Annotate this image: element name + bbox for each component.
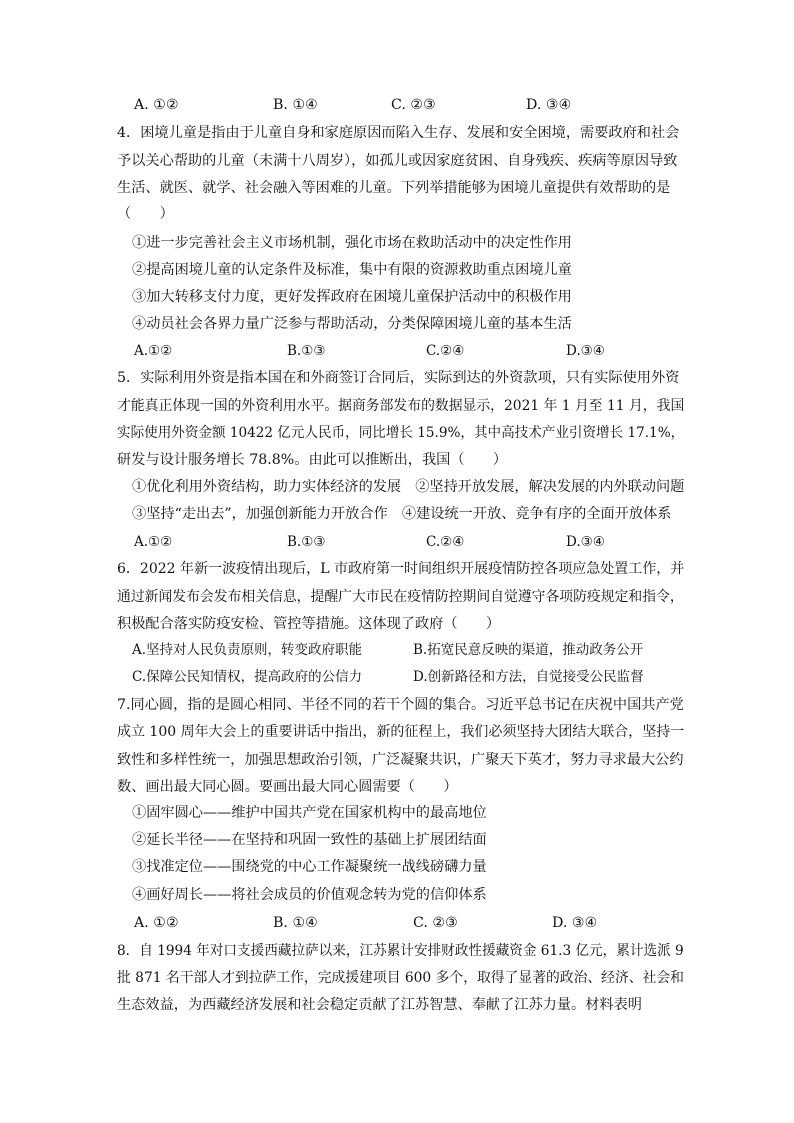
q3-option-d[interactable]: D. ③④ — [526, 97, 572, 113]
q3-option-c[interactable]: C. ②③ — [391, 97, 436, 113]
q4-option-a[interactable]: A.①② — [134, 343, 173, 359]
q7-item-3: ③找准定位——围绕党的中心工作凝聚统一战线磅礴力量 — [132, 859, 487, 875]
q7-stem-line: 致性和多样性统一，加强思想政治引领，广泛凝聚共识，广聚天下英才，努力寻求最大公约 — [117, 752, 684, 768]
q6-stem-line: 通过新闻发布会发布相关信息，提醒广大市民在疫情防控期间自觉遵守各项防疫规定和指令， — [117, 589, 684, 605]
q5-stem-line: 才能真正体现一国的外资利用水平。据商务部发布的数据显示，2021 年 1 月至 11 月，我国 — [117, 398, 685, 414]
q8-stem-line: 生态效益，为西藏经济发展和社会稳定贡献了江苏智慧、奉献了江苏力量。材料表明 — [117, 997, 642, 1013]
q3-option-b[interactable]: B. ①④ — [273, 97, 318, 113]
q6-option-d[interactable]: D.创新路径和方法，自觉接受公民监督 — [413, 669, 644, 685]
q5-stem-line: 实际使用外资金额 10422 亿元人民币，同比增长 15.9%，其中高技术产业引资增长 17.1%， — [117, 425, 685, 441]
q6-stem-line: 6．2022 年新一波疫情出现后，L 市政府第一时间组织开展疫情防控各项应急处置工作，并 — [117, 561, 685, 577]
q4-option-b[interactable]: B.①③ — [287, 343, 326, 359]
q8-stem-line: 批 871 名干部人才到拉萨工作，完成援建项目 600 多个，取得了显著的政治、经济、社会和 — [117, 970, 684, 986]
q6-stem-line: 积极配合落实防疫安检、管控等措施。这体现了政府（ ） — [117, 616, 501, 632]
q5-stem-line: 5．实际利用外资是指本国在和外商签订合同后，实际到达的外资款项，只有实际使用外资 — [117, 370, 680, 386]
q4-item-4: ④动员社会各界力量广泛参与帮助活动，分类保障困境儿童的基本生活 — [132, 316, 572, 332]
q7-option-d[interactable]: D. ③④ — [552, 915, 598, 931]
q4-stem-line: 予以关心帮助的儿童（未满十八周岁），如孤儿或因家庭贫困、自身残疾、疾病等原因导致 — [117, 153, 678, 169]
q7-item-2: ②延长半径——在坚持和巩固一致性的基础上扩展团结面 — [132, 832, 487, 848]
q4-item-2: ②提高困境儿童的认定条件及标准，集中有限的资源救助重点困境儿童 — [132, 262, 572, 278]
q7-stem-line: 成立 100 周年大会上的重要讲话中指出，新的征程上，我们必须坚持大团结大联合，坚持一 — [117, 724, 685, 740]
q4-stem-line: 4．困境儿童是指由于儿童自身和家庭原因而陷入生存、发展和安全困境，需要政府和社会 — [117, 125, 680, 141]
q7-option-a[interactable]: A. ①② — [134, 915, 179, 931]
q5-option-a[interactable]: A.①② — [134, 534, 173, 550]
q7-option-c[interactable]: C. ②③ — [413, 915, 458, 931]
q7-item-4: ④画好周长——将社会成员的价值观念转为党的信仰体系 — [132, 887, 487, 903]
q7-item-1: ①固牢圆心——维护中国共产党在国家机构中的最高地位 — [132, 805, 487, 821]
q7-stem-line: 7.同心圆，指的是圆心相同、半径不同的若干个圆的集合。习近平总书记在庆祝中国共产党 — [117, 697, 684, 713]
q8-stem-line: 8．自 1994 年对口支援西藏拉萨以来，江苏累计安排财政性援藏资金 61.3 亿元，累计选派 9 — [117, 943, 684, 959]
q5-items-row-2: ③坚持“走出去”，加强创新能力开放合作 ④建设统一开放、竞争有序的全面开放体系 — [132, 506, 672, 522]
q5-items-row-1: ①优化利用外资结构，助力实体经济的发展 ②坚持开放发展，解决发展的内外联动问题 — [132, 479, 685, 495]
q4-item-1: ①进一步完善社会主义市场机制，强化市场在救助活动中的决定性作用 — [132, 235, 572, 251]
q5-stem-line: 研发与设计服务增长 78.8%。由此可以推断出，我国（ ） — [117, 452, 508, 468]
q6-option-a[interactable]: A.坚持对人民负责原则，转变政府职能 — [132, 642, 363, 658]
q6-option-c[interactable]: C.保障公民知情权，提高政府的公信力 — [132, 669, 363, 685]
q4-option-d[interactable]: D.③④ — [566, 343, 605, 359]
q4-item-3: ③加大转移支付力度，更好发挥政府在困境儿童保护活动中的积极作用 — [132, 289, 572, 305]
q6-option-b[interactable]: B.拓宽民意反映的渠道，推动政务公开 — [413, 642, 644, 658]
q5-option-c[interactable]: C.②④ — [426, 534, 465, 550]
q7-option-b[interactable]: B. ①④ — [273, 915, 318, 931]
q3-option-a[interactable]: A. ①② — [134, 97, 179, 113]
q7-stem-line: 数、画出最大同心圆。要画出最大同心圆需要（ ） — [117, 779, 458, 795]
q4-stem-line: 生活、就医、就学、社会融入等困难的儿童。下列举措能够为困境儿童提供有效帮助的是 — [117, 180, 671, 196]
q4-option-c[interactable]: C.②④ — [426, 343, 465, 359]
q5-option-d[interactable]: D.③④ — [566, 534, 605, 550]
q4-answer-blank: （ ） — [117, 206, 174, 222]
q5-option-b[interactable]: B.①③ — [287, 534, 326, 550]
